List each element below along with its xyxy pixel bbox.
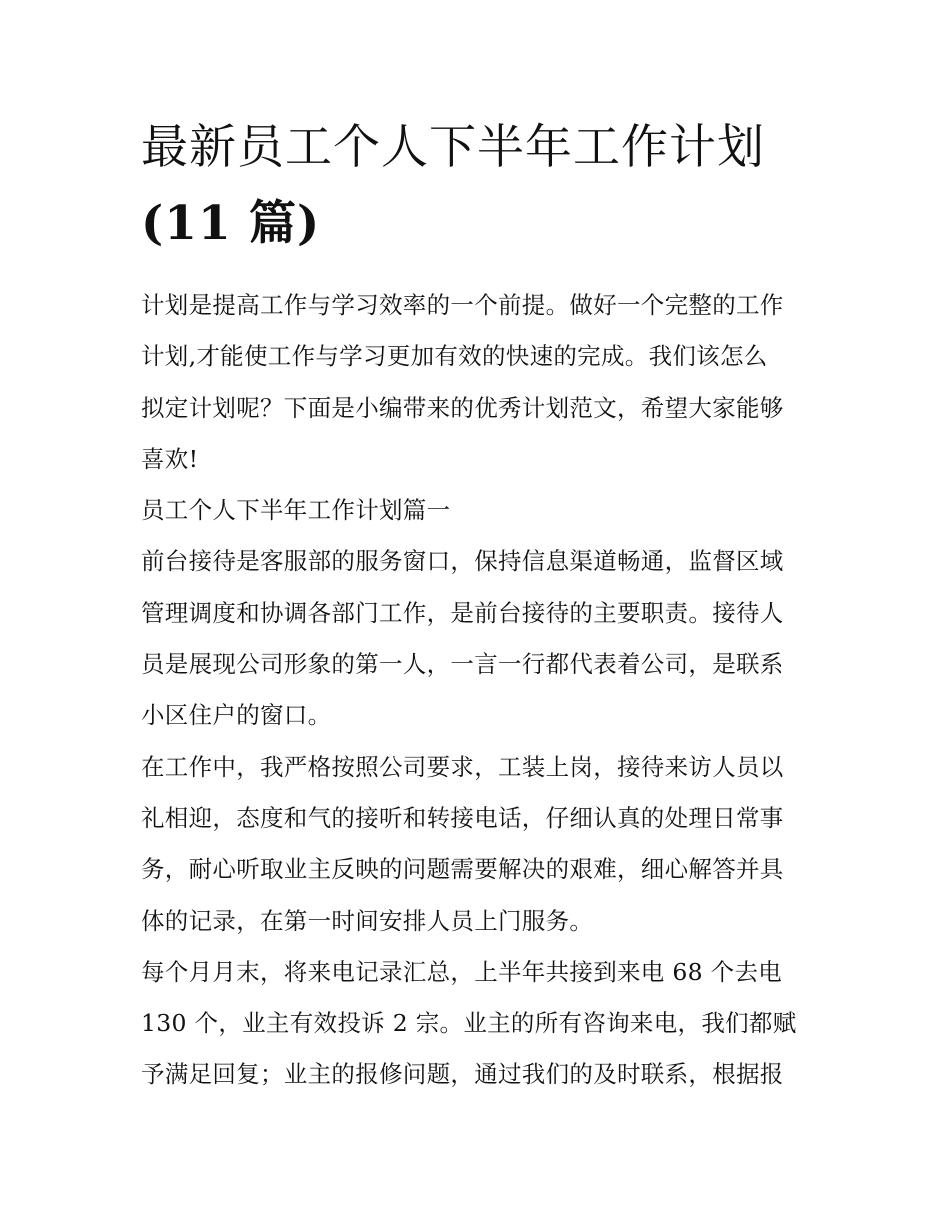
body-paragraph [141, 536, 813, 741]
document-body [141, 280, 813, 1101]
text-line: 计划是提高工作与学习效率的一个前提。做好一个完整的工作 [141, 291, 784, 319]
text-line: 喜欢! [141, 444, 199, 473]
document-page [141, 110, 813, 1101]
text-line: 予满足回复；业主的报修问题，通过我们的及时联系，根据报 [141, 1060, 784, 1089]
title-line-1: 最新员工个人下半年工作计划 [141, 120, 765, 175]
text-line: 礼相迎，态度和气的接听和转接电话，仔细认真的处理日常事 [141, 803, 784, 832]
text-line: 小区住户的窗口。 [141, 701, 332, 730]
text-line: 前台接待是客服部的服务窗口，保持信息渠道畅通，监督区域 [141, 547, 784, 576]
section-heading [141, 485, 813, 536]
text-line: 务，耐心听取业主反映的问题需要解决的艰难，细心解答并具 [141, 855, 784, 884]
text-line: 每个月月末，将来电记录汇总，上半年共接到来电 68 个去电 [141, 957, 783, 986]
text-line: 管理调度和协调各部门工作，是前台接待的主要职责。接待人 [141, 598, 784, 627]
text-line: 体的记录，在第一时间安排人员上门服务。 [141, 906, 594, 935]
body-paragraph [141, 947, 813, 1101]
text-line: 员工个人下半年工作计划篇一 [141, 496, 451, 525]
text-line: 员是展现公司形象的第一人，一言一行都代表着公司，是联系 [141, 650, 784, 679]
title-line-2: (11 篇) [141, 196, 321, 251]
document-title [141, 110, 813, 262]
text-line: 在工作中，我严格按照公司要求，工装上岗，接待来访人员以 [141, 752, 784, 781]
text-line: 拟定计划呢？下面是小编带来的优秀计划范文，希望大家能够 [141, 393, 784, 422]
text-line: 计划,才能使工作与学习更加有效的快速的完成。我们该怎么 [141, 342, 768, 371]
text-line: 130 个，业主有效投诉 2 宗。业主的所有咨询来电，我们都赋 [141, 1009, 797, 1038]
intro-paragraph [141, 280, 813, 485]
body-paragraph [141, 742, 813, 947]
